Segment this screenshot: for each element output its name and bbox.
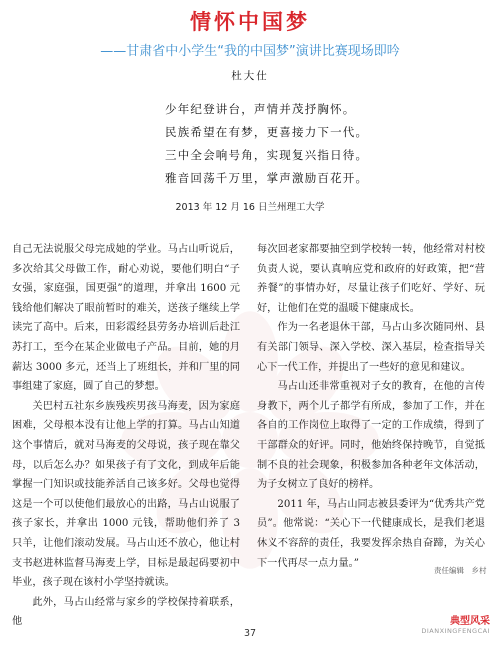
page-subtitle: ——甘肃省中小学生“我的中国梦”演讲比赛现场即吟 <box>100 44 400 59</box>
article-paragraph: 此外，马占山经常与家乡的学校保持着联系，他 <box>12 596 240 628</box>
page-title: 情怀中国梦 <box>190 10 310 34</box>
article-column-right <box>257 240 485 573</box>
poem <box>165 98 405 190</box>
section-brand-subtitle: DIANXINGFENGCAI <box>421 627 490 635</box>
article-column-left <box>12 240 240 632</box>
author-name: 杜大仕 <box>231 70 269 82</box>
article-paragraph: 关巴村五社东乡族残疾男孩马海麦，因为家庭困难，父母根本没有让他上学的打算。马占山知道这个事情后，就对马海麦的父母说，孩子现在靠父母，以后怎么办？如果孩子有了文化，到成年后能掌握一门知识或技能养活自己该多好。父母也觉得这是一个可以使他们最放心的出路，马占山说服了孩子家长，并拿出 1000 元钱，帮助他们养了 3 只羊，让他们滚动发展。马占山还不放心，他让村支书赵进林监督马海麦上学，目标是最起码要初中毕业，孩子现在该村小学坚持就读。 <box>12 400 240 589</box>
section-brand <box>421 612 490 635</box>
article-paragraph: 自己无法说服父母完成她的学业。马占山听说后，多次给其父母做工作，耐心劝说，要他们明白“子女强，家庭强，国更强”的道理，并拿出 1600 元钱给他们解决了眼前暂时的难关，送孩子继续上学读完了高中。后来，田彩霞经县劳务办培训后赴江苏打工，至今在某企业做电子产品。目前，她的月薪达 3000 多元，还当上了班组长，并和厂里的同事组建了家庭，圆了自己的梦想。 <box>12 244 240 393</box>
editor-credit: 责任编辑 乡村 <box>434 566 487 575</box>
article-paragraph: 马占山还非常重视对子女的教育，在他的言传身教下，两个儿子都学有所成，参加了工作，并在各自的工作岗位上取得了一定的工作成绩，得到了干部群众的好评。同时，他始终保持晚节，自觉抵制不良的社会现象，积极参加各种老年文体活动，为子女树立了良好的榜样。 <box>257 381 485 491</box>
page-number: 37 <box>243 628 257 639</box>
article-paragraph: 2011 年，马占山同志被县委评为“优秀共产党员”。他常说：“关心下一代健康成长，是我们老退休义不容辞的责任，我要发挥余热自奋蹄，为关心下一代再尽一点力量。” <box>257 498 485 569</box>
poem-line: 民族希望在有梦，更喜接力下一代。 <box>165 125 369 139</box>
article-paragraph: 作为一名老退休干部，马占山多次随同州、县有关部门领导、深入学校、深入基层，检查指导关心下一代工作，并提出了一些好的意见和建议。 <box>257 322 485 373</box>
poem-date: 2013 年 12 月 16 日兰州理工大学 <box>175 202 325 213</box>
poem-line: 少年纪登讲台，声情并茂抒胸怀。 <box>165 102 356 116</box>
poem-line: 三中全会响号角，实现复兴指日待。 <box>165 148 369 162</box>
article-paragraph: 每次回老家都要抽空到学校转一转，他经常对村校负责人说，要认真响应党和政府的好政策，把“营养餐”的事情办好，尽量让孩子们吃好、学好、玩好，让他们在党的温暖下健康成长。 <box>257 244 485 314</box>
section-brand-title: 典型风采 <box>450 616 490 627</box>
article-header <box>0 0 500 225</box>
poem-line: 雅音回荡千万里，掌声激励百花开。 <box>165 171 369 185</box>
